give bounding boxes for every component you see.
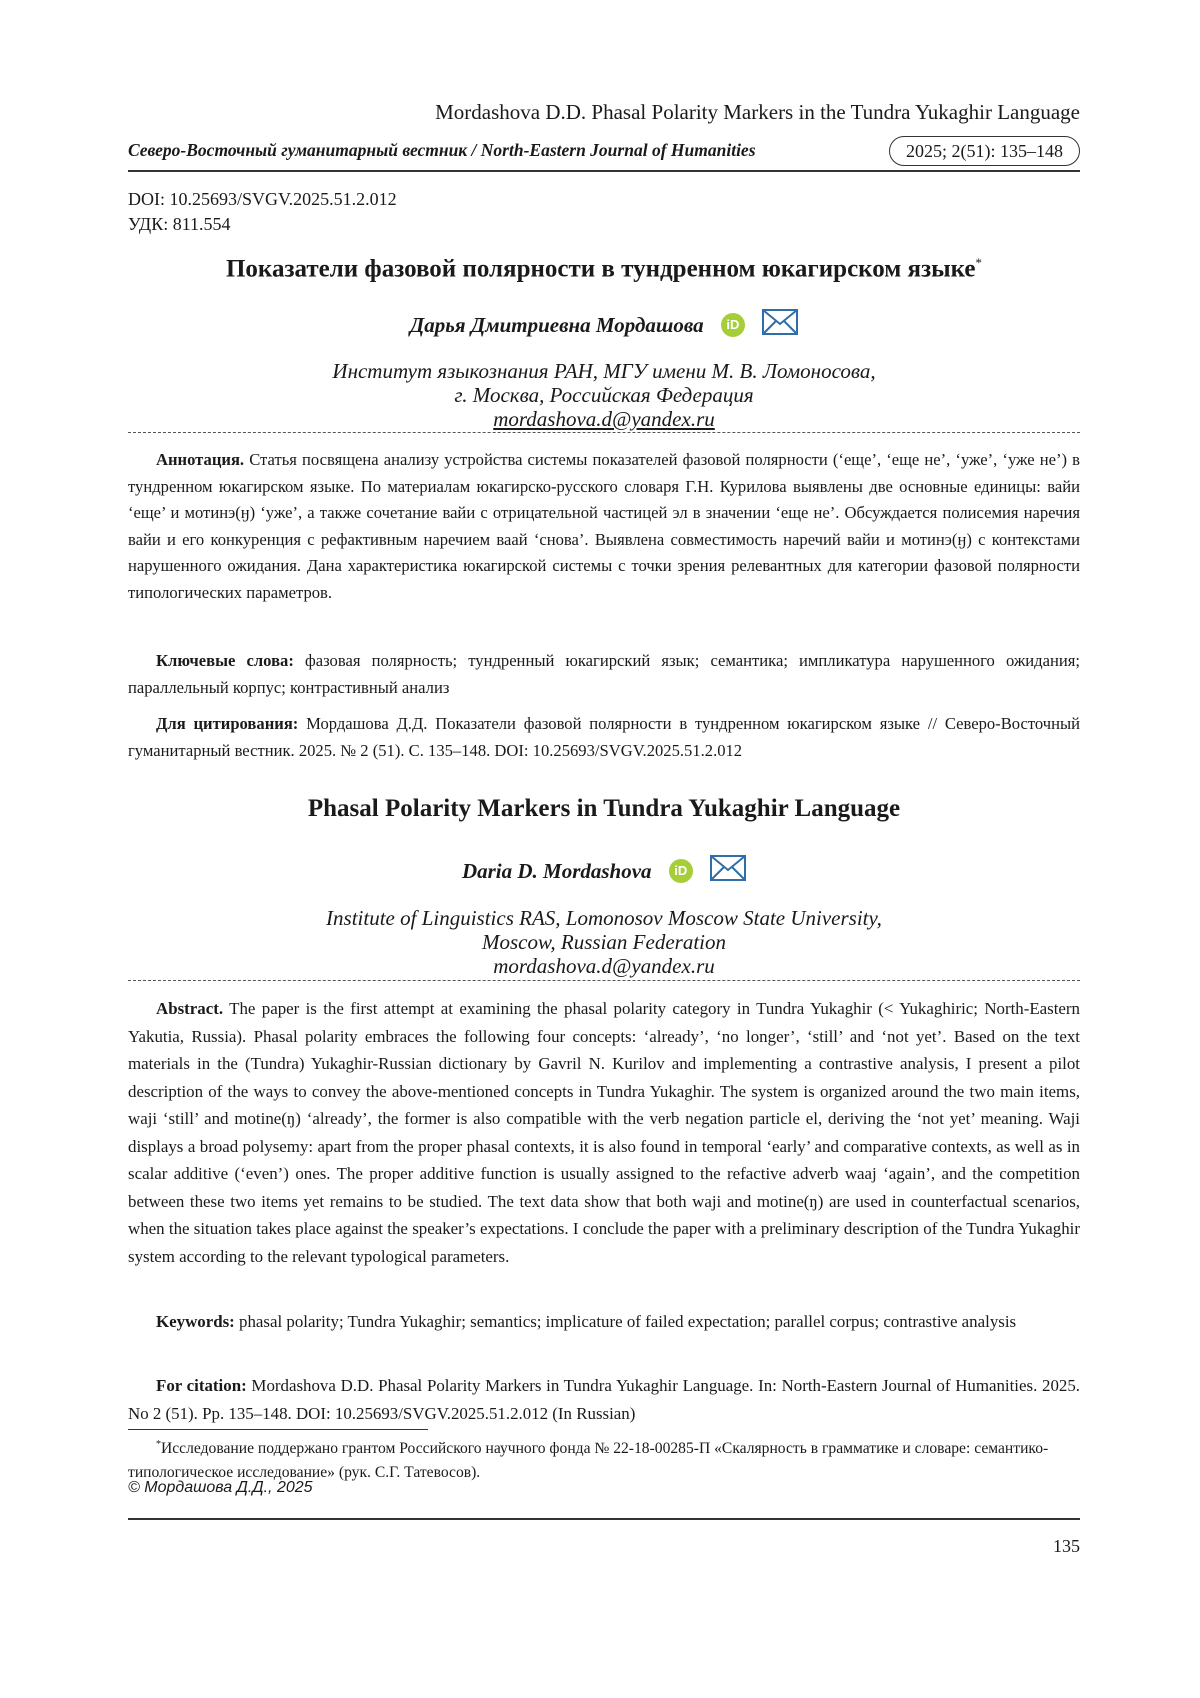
affiliation-ru [128, 359, 1080, 431]
citation-ru-text: Мордашова Д.Д. Показатели фазовой полярности в тундренном юкагирском языке // Северо-Восточный гуманитарный вестник. 2025. № 2 (51). С. 135–148. DOI: 10.25693/SVGV.2025.51.2.012 [128, 714, 1080, 760]
citation-ru [128, 711, 1080, 764]
footnote-rule [128, 1429, 428, 1430]
keywords-en-label: Keywords: [156, 1312, 235, 1331]
affiliation-en [128, 906, 1080, 978]
keywords-ru-label: Ключевые слова: [156, 651, 294, 670]
author-en [128, 857, 1080, 889]
separator-en [128, 980, 1080, 981]
doi[interactable]: DOI: 10.25693/SVGV.2025.51.2.012 [128, 189, 397, 209]
author-en-name: Daria D. Mordashova [461, 858, 652, 883]
email-en[interactable]: mordashova.d@yandex.ru [493, 954, 715, 978]
abstract-en-label: Abstract. [156, 999, 224, 1018]
footnote [128, 1433, 1080, 1485]
title-ru [128, 255, 1080, 283]
keywords-en-text: phasal polarity; Tundra Yukaghir; semantics; implicature of failed expectation; parallel corpus; contrastive analysis [234, 1312, 1017, 1331]
citation-ru-label: Для цитирования: [156, 714, 299, 733]
title-footnote-mark[interactable]: * [975, 255, 983, 270]
udk: УДК: 811.554 [128, 214, 231, 234]
abstract-ru-text: Статья посвящена анализу устройства системы показателей фазовой полярности (‘еще’, ‘еще не’, ‘уже’, ‘уже не’) в тундренном юкагирском языке. По материалам юкагирско-русского словаря Г.Н. Курилова выявлены две основные единицы: вайи ‘еще’ и мотинэ(ӈ) ‘уже’, а также сочетание вайи с отрицательной частицей эл в значении ‘еще не’. Обсуждается полисемия наречия вайи и его конкуренция с рефактивным наречием ваай ‘снова’. Выявлена совместимость наречий вайи и мотинэ(ӈ) с контекстами нарушенного ожидания. Дана характеристика юкагирской системы с точки зрения релевантных для категории фазовой полярности типологических параметров. [128, 450, 1080, 602]
abstract-ru [128, 447, 1080, 606]
issue-badge: 2025; 2(51): 135–148 [889, 136, 1080, 166]
mail-icon[interactable] [710, 855, 746, 887]
abstract-en [128, 995, 1080, 1270]
orcid-icon[interactable]: iD [669, 859, 693, 883]
citation-en [128, 1372, 1080, 1427]
journal-name: Северо-Восточный гуманитарный вестник / North-Eastern Journal of Humanities [128, 140, 756, 160]
abstract-en-text: The paper is the first attempt at examining the phasal polarity category in Tundra Yukaghir (< Yukaghiric; North-Eastern Yakutia, Russia). Phasal polarity embraces the following four concepts: ‘already’, ‘no longer’, ‘still’ and ‘not yet’. Based on the text materials in the (Tundra) Yukaghir-Russian dictionary by Gavril N. Kurilov and implementing a contrastive analysis, I present a pilot description of the ways to convey the above-mentioned concepts in Tundra Yukaghir. The system is organized around the two main items, waji ‘still’ and motine(ŋ) ‘already’, the former is also compatible with the verb negation particle el, deriving the ‘not yet’ meaning. Waji displays a broad polysemy: apart from the proper phasal contexts, it is also found in temporal ‘early’ and comparative contexts, as well as in scalar additive (‘even’) ones. The proper additive function is usually assigned to the refactive adverb waaj ‘again’, and the competition between these two items yet remains to be studied. The text data show that both waji and motine(ŋ) are used in counterfactual scenarios, when the situation takes place against the speaker’s expectations. I conclude the paper with a preliminary description of the Tundra Yukaghir system according to the relevant typological parameters. [128, 999, 1080, 1266]
running-title: Mordashova D.D. Phasal Polarity Markers in the Tundra Yukaghir Language [435, 100, 1080, 124]
affiliation-ru-line1: Институт языкознания РАН, МГУ имени М. В. Ломоносова, [332, 359, 876, 383]
separator-ru [128, 432, 1080, 433]
keywords-en [128, 1308, 1080, 1336]
footnote-mark: * [156, 1439, 161, 1450]
citation-en-label: For citation: [156, 1376, 247, 1395]
footnote-text: Исследование поддержано грантом Российского научного фонда № 22-18-00285-П «Скалярность в грамматике и словаре: семантико-типологическое исследование» (рук. С.Г. Татевосов). [128, 1440, 1049, 1482]
title-en: Phasal Polarity Markers in Tundra Yukaghir Language [307, 795, 901, 822]
journal-header [128, 136, 1080, 172]
affiliation-en-line1: Institute of Linguistics RAS, Lomonosov Moscow State University, [326, 906, 882, 930]
author-ru [128, 311, 1080, 343]
citation-en-text: Mordashova D.D. Phasal Polarity Markers in Tundra Yukaghir Language. In: North-Eastern Journal of Humanities. 2025. No 2 (51). Pp. 135–148. DOI: 10.25693/SVGV.2025.51.2.012 (In Russian) [128, 1376, 1081, 1423]
affiliation-en-line2: Moscow, Russian Federation [481, 930, 726, 954]
abstract-ru-label: Аннотация. [156, 450, 245, 469]
page-number: 135 [1053, 1536, 1080, 1556]
copyright: © Мордашова Д.Д., 2025 [128, 1479, 313, 1496]
title-ru-text: Показатели фазовой полярности в тундренном юкагирском языке [225, 255, 976, 283]
keywords-ru [128, 648, 1080, 701]
orcid-icon[interactable]: iD [721, 313, 745, 337]
bottom-rule [128, 1518, 1080, 1520]
keywords-ru-text: фазовая полярность; тундренный юкагирский язык; семантика; импликатура нарушенного ожидания; параллельный корпус; контрастивный анализ [128, 651, 1080, 697]
mail-icon[interactable] [762, 309, 798, 341]
author-ru-name: Дарья Дмитриевна Мордашова [409, 312, 704, 337]
affiliation-ru-line2: г. Москва, Российская Федерация [454, 383, 754, 407]
email-ru[interactable]: mordashova.d@yandex.ru [493, 407, 715, 431]
